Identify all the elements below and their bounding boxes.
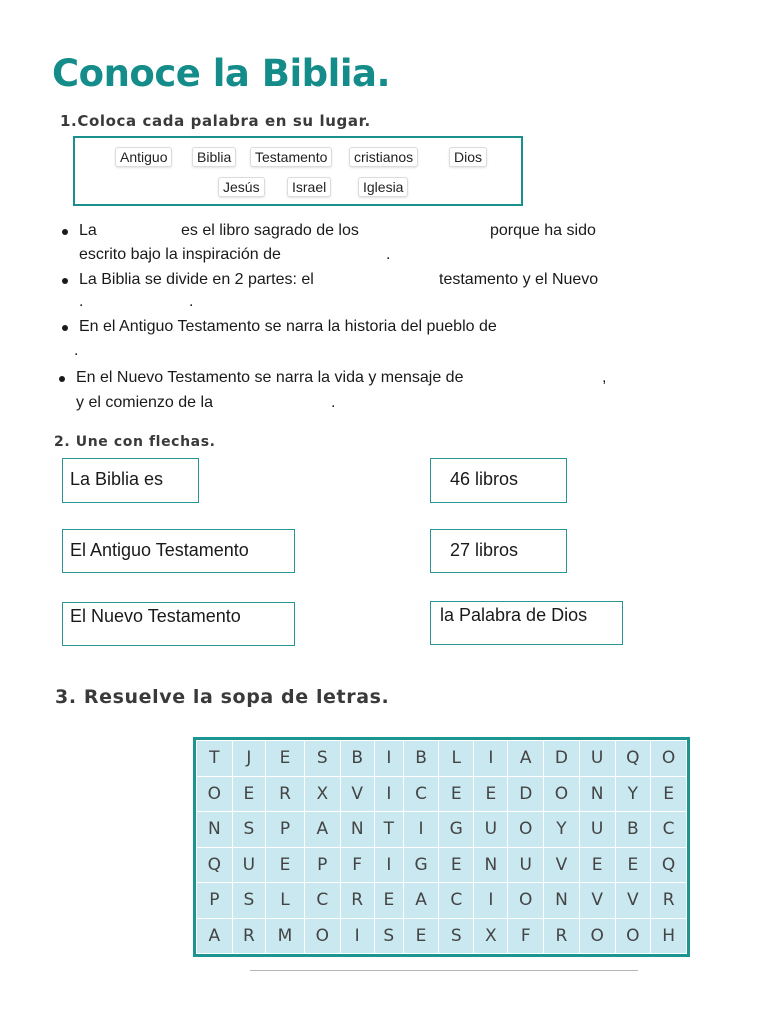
word-search-cell[interactable]: S	[439, 918, 474, 954]
word-search-cell[interactable]: R	[651, 883, 687, 919]
divider	[250, 970, 638, 971]
word-search-cell[interactable]: A	[304, 812, 340, 848]
match-left-item[interactable]: El Antiguo Testamento	[62, 529, 295, 573]
bullet-icon	[62, 229, 68, 235]
word-search-cell[interactable]: L	[439, 741, 474, 777]
word-search-cell[interactable]: S	[232, 812, 265, 848]
word-search-cell[interactable]: Y	[544, 812, 580, 848]
word-bank	[73, 136, 523, 206]
match-left-item[interactable]: La Biblia es	[62, 458, 199, 503]
word-search-row	[197, 776, 687, 812]
word-search-cell[interactable]: U	[579, 812, 615, 848]
word-search-cell[interactable]: X	[474, 918, 508, 954]
match-right-item[interactable]: la Palabra de Dios	[430, 601, 623, 645]
word-search-grid	[193, 737, 690, 957]
word-search-cell[interactable]: S	[232, 883, 265, 919]
word-search-cell[interactable]: E	[651, 776, 687, 812]
sentence-text: y el comienzo de la	[76, 394, 213, 411]
word-search-cell[interactable]: B	[340, 741, 374, 777]
sentence-text: .	[79, 293, 84, 310]
word-chip-jesus[interactable]: Jesús	[218, 177, 265, 197]
sentence-text: La	[79, 222, 97, 239]
blank-field[interactable]	[506, 369, 598, 389]
word-search-cell[interactable]: V	[544, 847, 580, 883]
word-search-cell[interactable]: U	[579, 741, 615, 777]
word-search-cell[interactable]: R	[340, 883, 374, 919]
sentence-text: escrito bajo la inspiración de	[79, 246, 281, 263]
word-search-cell[interactable]: J	[232, 741, 265, 777]
word-search-cell[interactable]: V	[579, 883, 615, 919]
sentence-text: .	[74, 342, 79, 359]
word-search-cell[interactable]: S	[304, 741, 340, 777]
sentence-text: ,	[602, 369, 607, 386]
word-search-cell[interactable]: R	[266, 776, 305, 812]
word-search-cell[interactable]: I	[374, 776, 403, 812]
blank-field[interactable]	[104, 222, 176, 242]
word-search-cell[interactable]: C	[651, 812, 687, 848]
word-search-cell[interactable]: N	[544, 883, 580, 919]
word-search-cell[interactable]: T	[197, 741, 233, 777]
word-search-cell[interactable]: O	[304, 918, 340, 954]
word-search-cell[interactable]: E	[579, 847, 615, 883]
word-search-cell[interactable]: O	[579, 918, 615, 954]
word-chip-testamento[interactable]: Testamento	[250, 147, 332, 167]
bullet-icon	[62, 278, 68, 284]
blank-field[interactable]	[384, 222, 486, 242]
word-search-cell[interactable]: S	[374, 918, 403, 954]
word-search-row	[197, 918, 687, 954]
word-search-cell[interactable]: U	[232, 847, 265, 883]
word-search-cell[interactable]: C	[439, 883, 474, 919]
match-right-item[interactable]: 46 libros	[430, 458, 567, 503]
word-search-cell[interactable]: A	[403, 883, 438, 919]
word-search-cell[interactable]: R	[544, 918, 580, 954]
word-search-cell[interactable]: C	[304, 883, 340, 919]
word-search-row	[197, 883, 687, 919]
word-search-cell[interactable]: E	[403, 918, 438, 954]
word-search-cell[interactable]: Q	[615, 741, 651, 777]
word-search-cell[interactable]: E	[266, 847, 305, 883]
word-search-cell[interactable]: U	[508, 847, 544, 883]
word-search-cell[interactable]: H	[651, 918, 687, 954]
blank-field[interactable]	[80, 342, 180, 362]
word-search-cell[interactable]: D	[508, 776, 544, 812]
word-chip-cristianos[interactable]: cristianos	[349, 147, 418, 167]
word-search-cell[interactable]: G	[439, 812, 474, 848]
blank-field[interactable]	[228, 394, 328, 414]
word-search-cell[interactable]: Q	[651, 847, 687, 883]
word-search-cell[interactable]: A	[508, 741, 544, 777]
word-search-table	[196, 740, 687, 954]
word-search-cell[interactable]: N	[474, 847, 508, 883]
sentence-text: .	[331, 394, 336, 411]
word-search-cell[interactable]: E	[232, 776, 265, 812]
word-search-cell[interactable]: T	[374, 812, 403, 848]
word-search-cell[interactable]: O	[508, 883, 544, 919]
word-search-cell[interactable]: P	[304, 847, 340, 883]
word-search-cell[interactable]: L	[266, 883, 305, 919]
word-search-cell[interactable]: F	[508, 918, 544, 954]
word-search-cell[interactable]: B	[615, 812, 651, 848]
word-search-cell[interactable]: F	[340, 847, 374, 883]
word-search-cell[interactable]: P	[266, 812, 305, 848]
bullet-icon	[59, 376, 65, 382]
word-search-cell[interactable]: E	[374, 883, 403, 919]
word-search-cell[interactable]: D	[544, 741, 580, 777]
section2-heading: 2. Une con flechas.	[54, 434, 216, 450]
word-search-cell[interactable]: I	[474, 883, 508, 919]
word-search-cell[interactable]: N	[340, 812, 374, 848]
page-title: Conoce la Biblia.	[52, 52, 391, 95]
word-search-cell[interactable]: I	[374, 741, 403, 777]
word-search-cell[interactable]: O	[197, 776, 233, 812]
word-search-cell[interactable]: Y	[615, 776, 651, 812]
section3-heading: 3. Resuelve la sopa de letras.	[55, 686, 390, 708]
sentence-text: En el Antiguo Testamento se narra la historia del pueblo de	[79, 318, 497, 335]
word-search-cell[interactable]: E	[615, 847, 651, 883]
word-search-row	[197, 847, 687, 883]
sentence-text: testamento y el Nuevo	[439, 271, 599, 288]
word-search-cell[interactable]: I	[403, 812, 438, 848]
sentence-text: .	[189, 293, 194, 310]
word-search-cell[interactable]: N	[579, 776, 615, 812]
word-search-cell[interactable]: U	[474, 812, 508, 848]
sentence-text: .	[386, 246, 391, 263]
word-search-cell[interactable]: V	[615, 883, 651, 919]
match-right-item[interactable]: 27 libros	[430, 529, 567, 573]
word-chip-biblia[interactable]: Biblia	[192, 147, 236, 167]
word-search-cell[interactable]: O	[508, 812, 544, 848]
word-search-cell[interactable]: A	[197, 918, 233, 954]
word-search-cell[interactable]: X	[304, 776, 340, 812]
word-search-cell[interactable]: R	[232, 918, 265, 954]
blank-field[interactable]	[310, 246, 382, 266]
word-search-cell[interactable]: Q	[197, 847, 233, 883]
sentence-text: porque ha sido	[490, 222, 596, 239]
blank-field[interactable]	[343, 271, 435, 291]
word-search-cell[interactable]: B	[403, 741, 438, 777]
word-search-cell[interactable]: E	[474, 776, 508, 812]
word-search-cell[interactable]: E	[266, 741, 305, 777]
word-search-cell[interactable]: E	[439, 776, 474, 812]
word-search-cell[interactable]: M	[266, 918, 305, 954]
word-search-row	[197, 812, 687, 848]
sentence-text: En el Nuevo Testamento se narra la vida y mensaje de	[76, 369, 464, 386]
word-search-row	[197, 741, 687, 777]
word-search-cell[interactable]: I	[374, 847, 403, 883]
section1-heading: 1.Coloca cada palabra en su lugar.	[60, 112, 371, 130]
word-chip-dios[interactable]: Dios	[449, 147, 487, 167]
word-search-cell[interactable]: O	[544, 776, 580, 812]
word-chip-israel[interactable]: Israel	[287, 177, 331, 197]
word-search-cell[interactable]: I	[340, 918, 374, 954]
sentence-text: La Biblia se divide en 2 partes: el	[79, 271, 314, 288]
word-search-cell[interactable]: I	[474, 741, 508, 777]
sentence-text: es el libro sagrado de los	[181, 222, 359, 239]
match-left-item[interactable]: El Nuevo Testamento	[62, 602, 295, 646]
word-search-cell[interactable]: O	[651, 741, 687, 777]
word-search-cell[interactable]: E	[439, 847, 474, 883]
word-search-cell[interactable]: V	[340, 776, 374, 812]
word-search-cell[interactable]: P	[197, 883, 233, 919]
word-chip-iglesia[interactable]: Iglesia	[358, 177, 408, 197]
word-search-cell[interactable]: C	[403, 776, 438, 812]
bullet-icon	[62, 325, 68, 331]
blank-field[interactable]	[86, 293, 186, 313]
word-search-cell[interactable]: G	[403, 847, 438, 883]
word-search-cell[interactable]: O	[615, 918, 651, 954]
word-chip-antiguo[interactable]: Antiguo	[115, 147, 172, 167]
word-search-cell[interactable]: N	[197, 812, 233, 848]
